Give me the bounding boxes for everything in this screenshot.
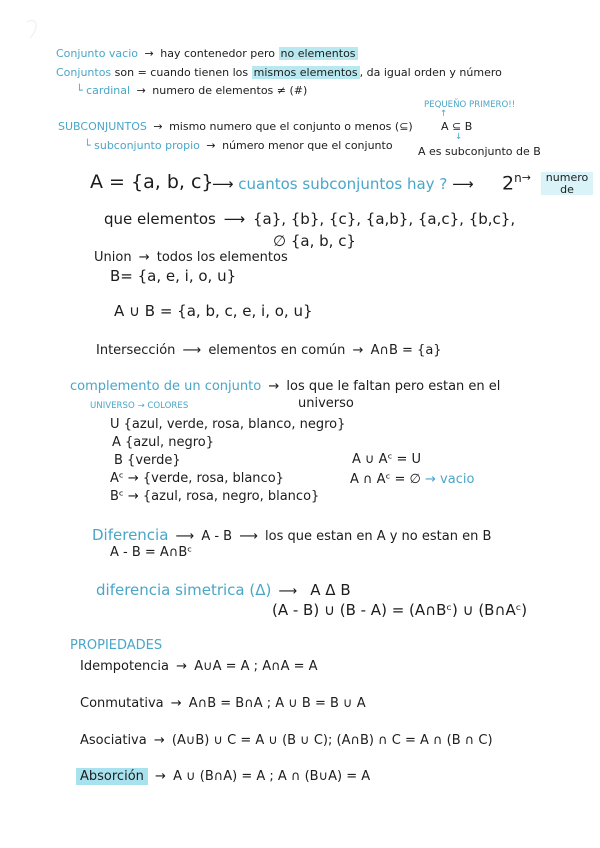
union-title: Union (94, 250, 132, 265)
prop-asociativa: Asociativa → (A∪B) ∪ C = A ∪ (B ∪ C); (A∩B) ∩ C = A ∩ (B ∩ C) (80, 733, 493, 748)
def-conjuntos-desc1: son = cuando tienen los (114, 66, 249, 79)
example-set (90, 172, 214, 194)
propiedades-title: PROPIEDADES (70, 638, 163, 653)
complemento-universe-label: UNIVERSO → COLORES (90, 401, 189, 411)
example-subsets-line2: {a, b, c} (290, 232, 356, 250)
corner-squiggle-icon (24, 18, 40, 40)
note-caption: A es subconjunto de B (418, 145, 541, 158)
def-vacio-term: Conjunto vacio (56, 47, 139, 60)
example-which-label: que elementos (104, 210, 216, 228)
simetrica-line: diferencia simetrica (Δ) ⟶ A Δ B (96, 581, 351, 599)
def-conjuntos (56, 67, 502, 80)
example-subsets-line1: {a}, {b}, {c}, {a,b}, {a,c}, {b,c}, (252, 210, 516, 228)
prop-name: Asociativa (80, 733, 147, 748)
note-arrow-down-icon: ↓ (455, 132, 463, 142)
complemento-bc: Bᶜ → {azul, rosa, negro, blanco} (110, 489, 320, 504)
diferencia-line: Diferencia ⟶ A - B ⟶ los que estan en A y no estan en B (92, 526, 492, 544)
interseccion-title: Intersección (96, 343, 176, 358)
simetrica-expr: A Δ B (310, 581, 351, 599)
example-question-text: cuantos subconjuntos hay ? (238, 175, 448, 193)
prop-name: Idempotencia (80, 659, 170, 674)
diferencia-formula: A - B = A∩Bᶜ (110, 545, 193, 560)
def-conjuntos-term: Conjuntos (56, 66, 112, 79)
interseccion-line: Intersección ⟶ elementos en común → A∩B = {a} (96, 343, 442, 358)
example-formula: $2^{n\to}$ (502, 171, 531, 195)
def-cardinal-term: cardinal (86, 84, 131, 97)
example-formula-exp: n (514, 171, 522, 185)
prop-conmutativa: Conmutativa → A∩B = B∩A ; A ∪ B = B ∪ A (80, 696, 366, 711)
prop-name: Conmutativa (80, 696, 164, 711)
prop-formula: A∩B = B∩A ; A ∪ B = B ∪ A (188, 696, 366, 711)
complemento-u: U {azul, verde, rosa, blanco, negro} (110, 417, 346, 432)
complemento-inter-c: A ∩ Aᶜ = ∅ (350, 472, 421, 487)
complemento-desc: los que le faltan pero estan en el (286, 379, 501, 394)
def-vacio-highlight: no elementos (280, 47, 356, 60)
union-set-b: B= {a, e, i, o, u} (110, 267, 237, 285)
example-set-label: A = (90, 171, 125, 193)
prop-formula: (A∪B) ∪ C = A ∪ (B ∪ C); (A∩B) ∩ C = A ∩ (B ∩ C) (171, 733, 493, 748)
example-empty-symbol: ∅ (273, 232, 287, 250)
note-expr: A ⊆ B (441, 120, 473, 133)
def-cardinal-desc: numero de elementos ≠ (#) (152, 84, 308, 97)
example-question: ⟶ cuantos subconjuntos hay ? ⟶ (212, 175, 474, 193)
example-formula-base: 2 (502, 172, 515, 195)
union-title-line: Union → todos los elementos (94, 250, 288, 265)
complemento-union-c: A ∪ Aᶜ = U (352, 452, 422, 467)
diferencia-expr: A - B (201, 529, 233, 544)
interseccion-result: A∩B = {a} (370, 343, 442, 358)
def-conjuntos-desc2: , da igual orden y número (359, 66, 502, 79)
def-propio-term: subconjunto propio (94, 139, 200, 152)
prop-name: Absorción (76, 768, 148, 785)
prop-idempotencia: Idempotencia → A∪A = A ; A∩A = A (80, 659, 318, 674)
example-which: que elementos ⟶ {a}, {b}, {c}, {a,b}, {a,c}, {b,c}, (104, 210, 516, 228)
diferencia-desc: los que estan en A y no estan en B (265, 529, 492, 544)
def-propio: └ subconjunto propio → número menor que el conjunto (84, 139, 393, 152)
note-label: PEQUEÑO PRIMERO!! (424, 100, 516, 110)
complemento-title: complemento de un conjunto (70, 379, 262, 394)
diferencia-title: Diferencia (92, 526, 169, 544)
union-desc: todos los elementos (156, 250, 288, 265)
union-result: A ∪ B = {a, b, c, e, i, o, u} (114, 302, 313, 320)
prop-absorcion: Absorción → A ∪ (B∩A) = A ; A ∩ (B∪A) = A (76, 770, 370, 785)
prop-formula: A ∪ (B∩A) = A ; A ∩ (B∪A) = A (173, 769, 371, 784)
def-subconjuntos-term: SUBCONJUNTOS (58, 120, 147, 133)
def-subconjuntos-desc: mismo numero que el conjunto o menos (⊆) (169, 120, 413, 133)
interseccion-desc: elementos en común (208, 343, 346, 358)
example-subsets-2 (273, 233, 356, 250)
def-conjuntos-highlight: mismos elementos (253, 66, 358, 79)
def-cardinal: └ cardinal → numero de elementos ≠ (#) (76, 84, 308, 97)
def-subconjuntos: SUBCONJUNTOS → mismo numero que el conjunto o menos (⊆) (58, 120, 413, 133)
complemento-line: complemento de un conjunto → los que le faltan pero estan en el (70, 379, 501, 394)
prop-formula: A∪A = A ; A∩A = A (194, 659, 318, 674)
simetrica-title: diferencia simetrica (Δ) (96, 581, 272, 599)
complemento-a: A {azul, negro} (112, 435, 214, 450)
def-propio-desc: número menor que el conjunto (222, 139, 393, 152)
def-vacio: Conjunto vacio → hay contenedor pero no elementos (56, 47, 356, 60)
example-formula-note: numero de (541, 172, 593, 195)
complemento-desc2: universo (298, 396, 354, 411)
complemento-b: B {verde} (114, 453, 181, 468)
def-vacio-desc: hay contenedor pero (160, 47, 276, 60)
example-set-elements: {a, b, c} (131, 171, 214, 193)
complemento-vacio: vacio (440, 472, 475, 487)
complemento-ac: Aᶜ → {verde, rosa, blanco} (110, 471, 284, 486)
note-arrow-up-icon: ↑ (440, 109, 448, 119)
complemento-inter-c-line: A ∩ Aᶜ = ∅ → vacio (350, 472, 475, 487)
simetrica-formula: (A - B) ∪ (B - A) = (A∩Bᶜ) ∪ (B∩Aᶜ) (272, 601, 528, 619)
